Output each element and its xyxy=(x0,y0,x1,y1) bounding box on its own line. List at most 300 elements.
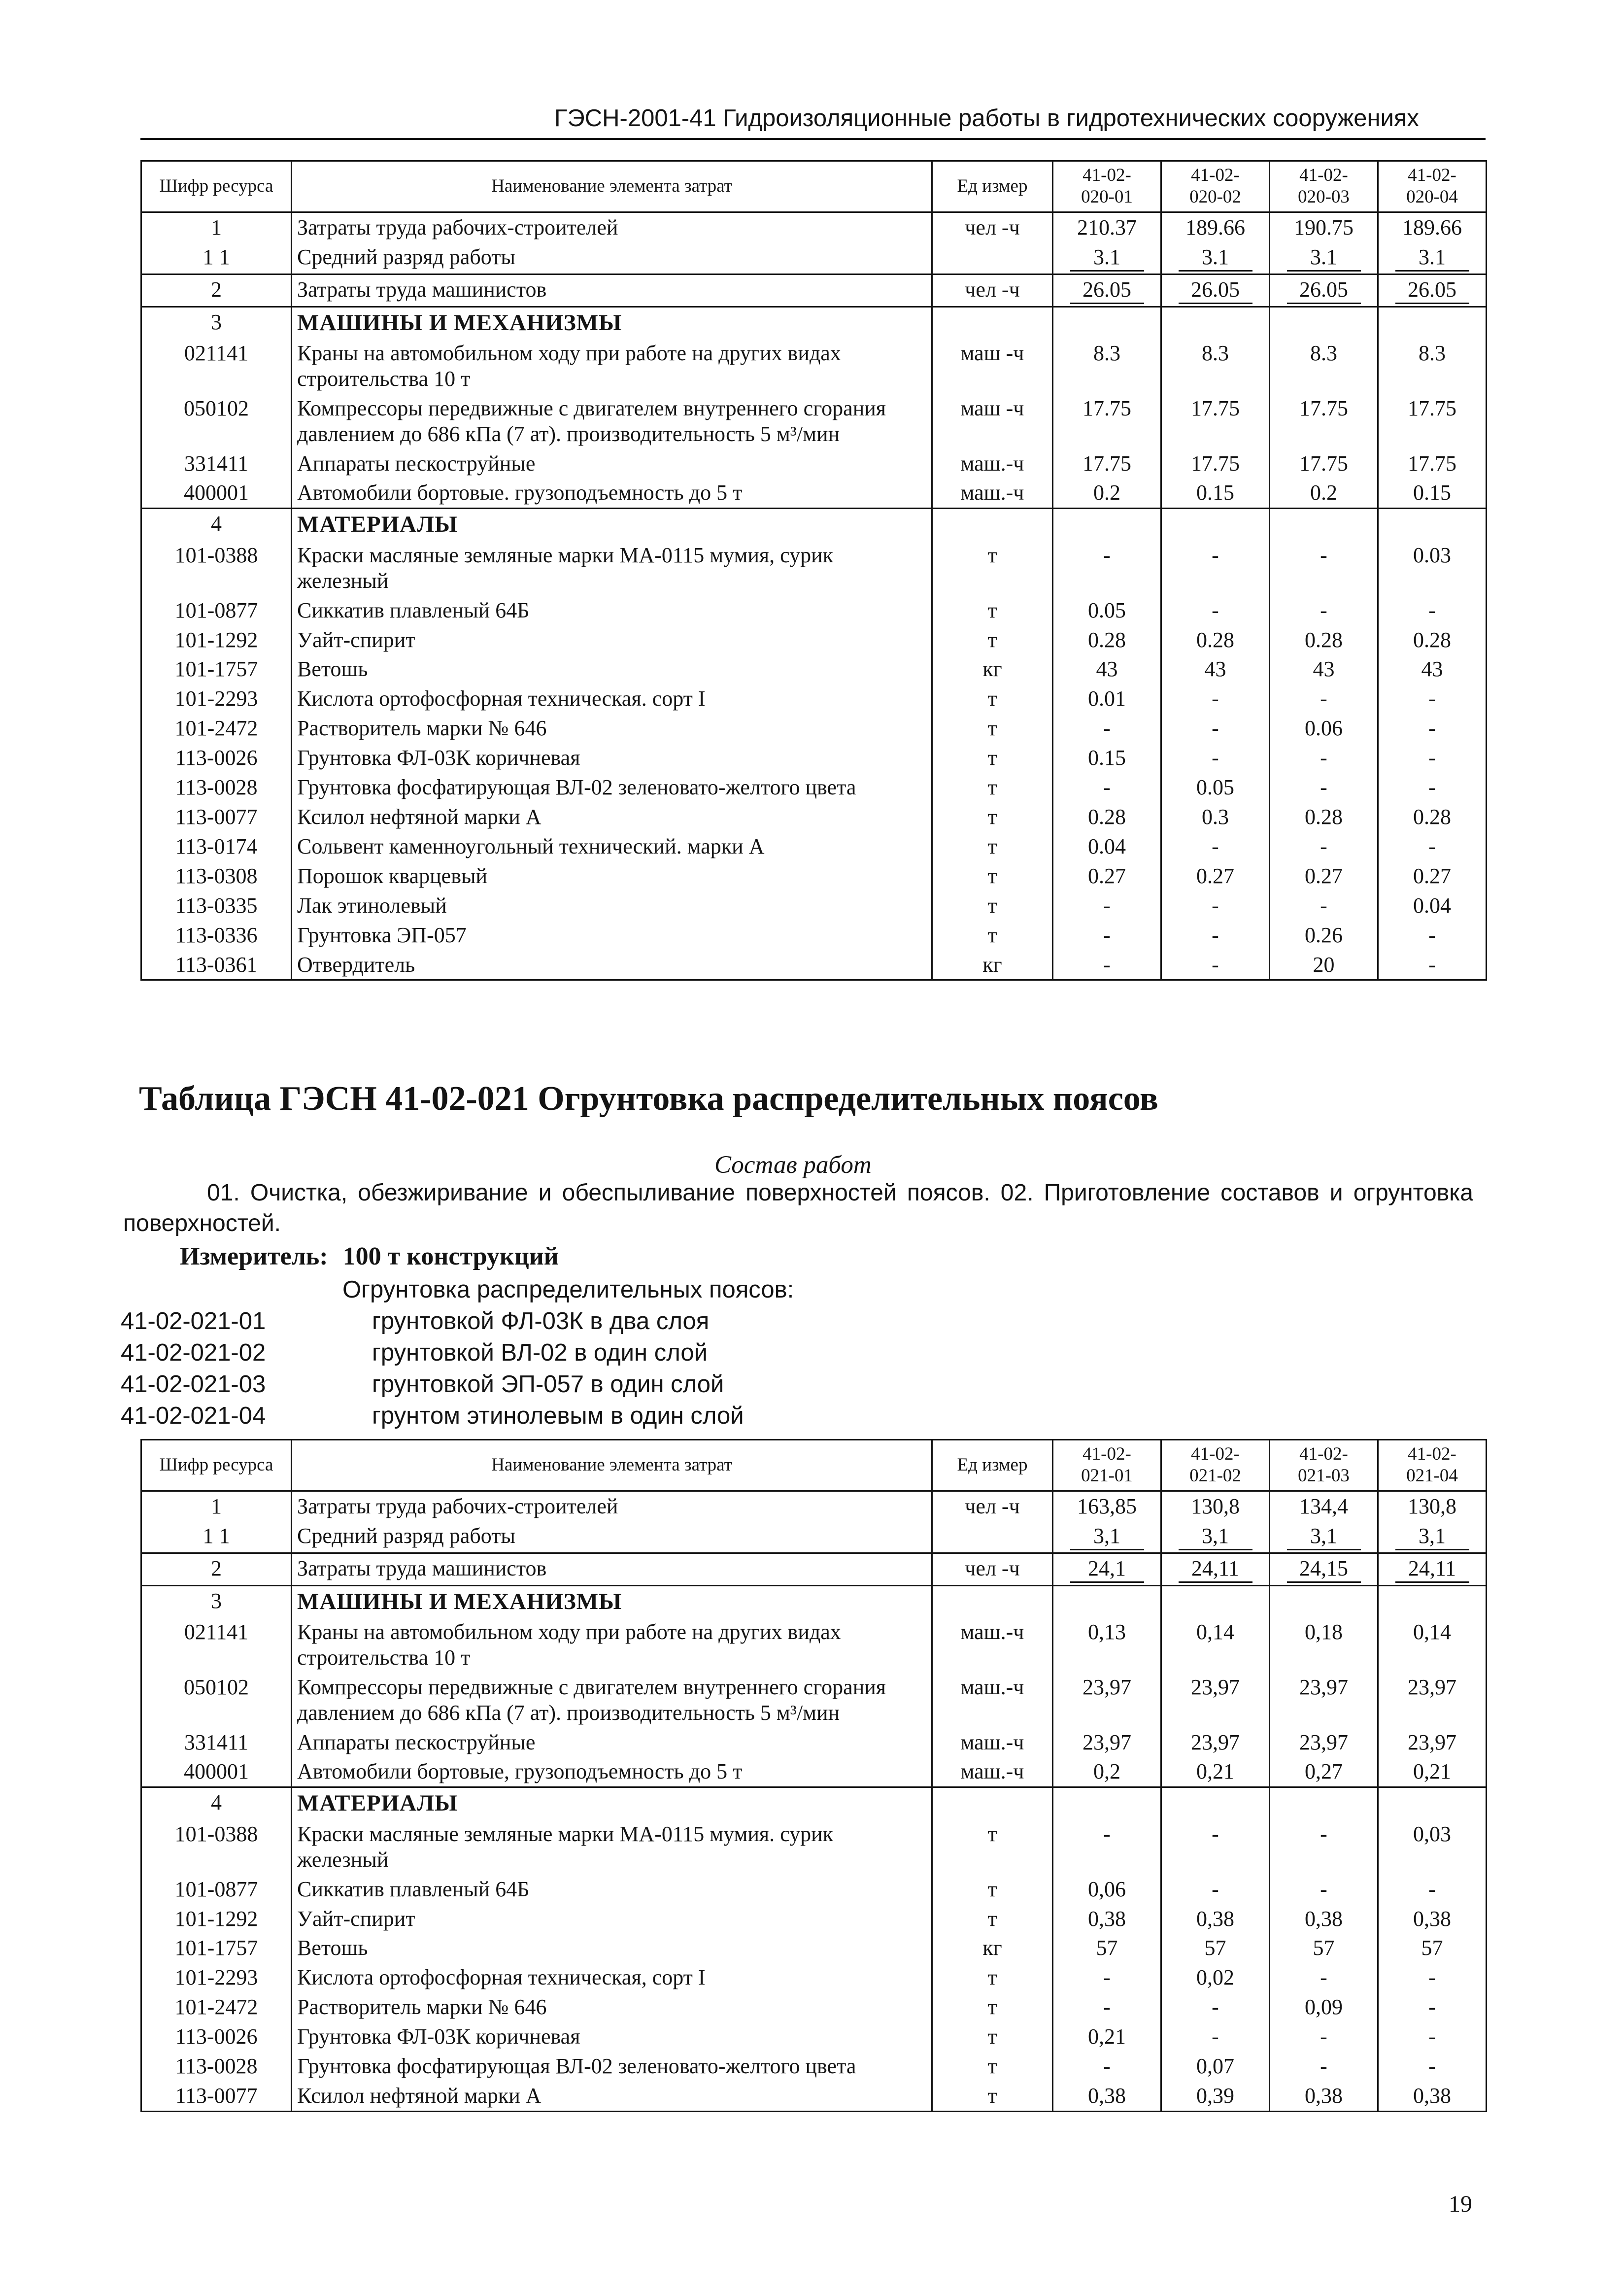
section-row xyxy=(141,509,1487,541)
value-cell xyxy=(1270,2022,1378,2052)
table-row xyxy=(141,1491,1487,1521)
value: - xyxy=(1212,686,1219,711)
resource-code: 113-0026 xyxy=(141,743,292,773)
value: 3,1 xyxy=(1287,1523,1361,1550)
value-cell xyxy=(1053,1521,1161,1553)
value-cell xyxy=(1270,1585,1378,1617)
value: 0.15 xyxy=(1088,746,1126,770)
resource-code: 101-0877 xyxy=(141,596,292,625)
variant-code: 41-02-021-04 xyxy=(121,1403,266,1429)
value-cell xyxy=(1378,274,1487,307)
value-cell xyxy=(1378,921,1487,950)
resource-unit: чел -ч xyxy=(932,212,1053,242)
value: 43 xyxy=(1421,657,1443,682)
value-cell xyxy=(1378,1728,1487,1757)
value-cell xyxy=(1161,541,1270,596)
value: - xyxy=(1103,923,1111,947)
value: - xyxy=(1103,1965,1111,1990)
resource-name: Лак этинолевый xyxy=(297,893,447,918)
value: 8.3 xyxy=(1093,341,1120,365)
value: 26.05 xyxy=(1179,277,1252,304)
value-cell xyxy=(1270,339,1378,394)
value: - xyxy=(1103,543,1111,567)
value: 0.15 xyxy=(1413,480,1451,505)
value-cell xyxy=(1161,1933,1270,1963)
value: - xyxy=(1320,1965,1327,1990)
header-col-4: 41-02- 021-04 xyxy=(1378,1440,1487,1491)
value: 0.15 xyxy=(1196,480,1234,505)
header-col-1: 41-02- 020-01 xyxy=(1053,161,1161,212)
page-number: 19 xyxy=(1449,2191,1472,2217)
header-unit: Ед измер xyxy=(932,1440,1053,1491)
value: - xyxy=(1103,775,1111,800)
table-row xyxy=(141,1757,1487,1787)
resource-unit: маш.-ч xyxy=(932,1617,1053,1673)
value-cell xyxy=(1270,541,1378,596)
value: 0,38 xyxy=(1413,2084,1451,2108)
value-cell xyxy=(1161,2022,1270,2052)
resource-unit xyxy=(932,1585,1053,1617)
value-cell xyxy=(1378,1585,1487,1617)
table-row xyxy=(141,1992,1487,2022)
resource-code: 050102 xyxy=(141,394,292,449)
value-cell xyxy=(1053,1491,1161,1521)
value-cell xyxy=(1378,1617,1487,1673)
table-row xyxy=(141,625,1487,655)
resource-code: 1 xyxy=(141,212,292,242)
value: - xyxy=(1212,2024,1219,2049)
value-cell xyxy=(1053,1933,1161,1963)
resource-name: Грунтовка ФЛ-03К коричневая xyxy=(297,746,580,770)
resource-unit: т xyxy=(932,625,1053,655)
value: - xyxy=(1212,893,1219,918)
resource-name: Кислота ортофосфорная техническая, сорт I xyxy=(297,1965,706,1990)
value: 210.37 xyxy=(1077,215,1137,240)
variant-item xyxy=(121,1305,794,1337)
value: 0.04 xyxy=(1413,893,1451,918)
value-cell xyxy=(1378,2081,1487,2111)
resource-unit: т xyxy=(932,891,1053,921)
value: 24,11 xyxy=(1179,1556,1252,1583)
value-cell xyxy=(1161,950,1270,980)
value: - xyxy=(1212,952,1219,977)
resource-code: 3 xyxy=(141,307,292,339)
resource-unit xyxy=(932,1521,1053,1553)
value: 24,15 xyxy=(1287,1556,1361,1583)
table-row xyxy=(141,1617,1487,1673)
value-cell xyxy=(1270,1875,1378,1904)
value: 0.01 xyxy=(1088,686,1126,711)
value: - xyxy=(1320,543,1327,567)
resource-table-41-02-021 xyxy=(140,1439,1487,2112)
header-col-2: 41-02- 021-02 xyxy=(1161,1440,1270,1491)
value-cell xyxy=(1378,654,1487,684)
resource-code: 113-0028 xyxy=(141,773,292,802)
value: 3,1 xyxy=(1395,1523,1469,1550)
resource-unit: чел -ч xyxy=(932,1491,1053,1521)
value-cell xyxy=(1270,714,1378,743)
value-cell xyxy=(1053,242,1161,274)
table-row xyxy=(141,743,1487,773)
value-cell xyxy=(1270,274,1378,307)
value-cell xyxy=(1270,1728,1378,1757)
value: - xyxy=(1320,893,1327,918)
header-rule xyxy=(140,138,1486,140)
value-cell xyxy=(1270,1819,1378,1875)
resource-unit: т xyxy=(932,832,1053,861)
value: 0,38 xyxy=(1305,2084,1343,2108)
value: 3.1 xyxy=(1287,244,1361,272)
variants-intro: Огрунтовка распределительных поясов: xyxy=(342,1276,794,1303)
value-cell xyxy=(1161,684,1270,714)
value-cell xyxy=(1378,1673,1487,1728)
value: - xyxy=(1103,1995,1111,2019)
value-cell xyxy=(1053,743,1161,773)
value: 189.66 xyxy=(1185,215,1245,240)
value-cell xyxy=(1053,1757,1161,1787)
value: 163,85 xyxy=(1077,1494,1137,1518)
resource-code: 101-1757 xyxy=(141,654,292,684)
resource-code: 113-0077 xyxy=(141,2081,292,2111)
value-cell xyxy=(1161,654,1270,684)
value: 0.06 xyxy=(1305,716,1343,741)
value-cell xyxy=(1378,1819,1487,1875)
value-cell xyxy=(1053,684,1161,714)
resource-unit: т xyxy=(932,714,1053,743)
value: - xyxy=(1212,746,1219,770)
value: 0.28 xyxy=(1088,805,1126,829)
resource-name: Краски масляные земляные марки МА-0115 мумия. сурик железный xyxy=(297,1821,834,1872)
value-cell xyxy=(1378,802,1487,832)
value-cell xyxy=(1378,2022,1487,2052)
value: 190.75 xyxy=(1294,215,1353,240)
value: - xyxy=(1320,2054,1327,2079)
value: 189.66 xyxy=(1402,215,1462,240)
value: - xyxy=(1212,1821,1219,1846)
table-row xyxy=(141,714,1487,743)
value-cell xyxy=(1161,1673,1270,1728)
resource-unit: т xyxy=(932,2081,1053,2111)
value: - xyxy=(1212,1995,1219,2019)
resource-code: 1 1 xyxy=(141,242,292,274)
resource-name: Уайт-спирит xyxy=(297,1906,415,1931)
table-row xyxy=(141,1933,1487,1963)
value-cell xyxy=(1053,394,1161,449)
resource-unit xyxy=(932,1787,1053,1819)
resource-name: Краны на автомобильном ходу при работе на других видах строительства 10 т xyxy=(297,1619,841,1670)
resource-unit: т xyxy=(932,541,1053,596)
resource-unit: т xyxy=(932,1904,1053,1934)
resource-name: Сиккатив плавленый 64Б xyxy=(297,598,530,622)
value-cell xyxy=(1161,1819,1270,1875)
value: - xyxy=(1103,952,1111,977)
resource-unit: маш.-ч xyxy=(932,1728,1053,1757)
value-cell xyxy=(1378,1521,1487,1553)
variant-text: грунтовкой ФЛ-03К в два слоя xyxy=(372,1308,710,1335)
table-title: Таблица ГЭСН 41-02-021 Огрунтовка распределительных поясов xyxy=(139,1080,1158,1118)
table-row xyxy=(141,2081,1487,2111)
value: - xyxy=(1320,2024,1327,2049)
resource-unit: маш.-ч xyxy=(932,1673,1053,1728)
resource-unit xyxy=(932,509,1053,541)
resource-code: 113-0335 xyxy=(141,891,292,921)
value-cell xyxy=(1378,891,1487,921)
resource-code: 4 xyxy=(141,509,292,541)
value-cell xyxy=(1161,832,1270,861)
value: 17.75 xyxy=(1299,451,1348,476)
resource-name: Кислота ортофосфорная техническая. сорт I xyxy=(297,686,706,711)
table-row xyxy=(141,891,1487,921)
value-cell xyxy=(1270,891,1378,921)
value-cell xyxy=(1270,2081,1378,2111)
value: 0,38 xyxy=(1196,1906,1234,1931)
value-cell xyxy=(1053,2052,1161,2081)
value-cell xyxy=(1270,1787,1378,1819)
value: - xyxy=(1428,1877,1436,1901)
value: 130,8 xyxy=(1408,1494,1456,1518)
value: 3,1 xyxy=(1070,1523,1144,1550)
value: 0,27 xyxy=(1305,1759,1343,1784)
value-cell xyxy=(1053,861,1161,891)
value-cell xyxy=(1053,891,1161,921)
value: 0,2 xyxy=(1093,1759,1120,1784)
table-row xyxy=(141,1553,1487,1585)
resource-unit: кг xyxy=(932,654,1053,684)
variant-code: 41-02-021-03 xyxy=(121,1371,266,1398)
resource-code: 021141 xyxy=(141,1617,292,1673)
work-composition-text: 01. Очистка, обезжиривание и обеспыливание поверхностей поясов. 02. Приготовление составов и огрунтовка поверхностей. xyxy=(123,1180,1473,1236)
table-row xyxy=(141,654,1487,684)
resource-code: 331411 xyxy=(141,1728,292,1757)
value-cell xyxy=(1378,950,1487,980)
value-cell xyxy=(1161,861,1270,891)
table-row xyxy=(141,773,1487,802)
resource-code: 101-1292 xyxy=(141,1904,292,1934)
resource-name: Затраты труда машинистов xyxy=(297,1556,547,1580)
resource-code: 101-2293 xyxy=(141,1963,292,1992)
value-cell xyxy=(1378,743,1487,773)
value: - xyxy=(1212,543,1219,567)
resource-name: Порошок кварцевый xyxy=(297,863,488,888)
value-cell xyxy=(1161,773,1270,802)
table-row xyxy=(141,1875,1487,1904)
value: - xyxy=(1320,1821,1327,1846)
table-row xyxy=(141,1904,1487,1934)
value-cell xyxy=(1053,1673,1161,1728)
resource-code: 400001 xyxy=(141,1757,292,1787)
value-cell xyxy=(1378,1757,1487,1787)
value-cell xyxy=(1378,242,1487,274)
resource-name: Ксилол нефтяной марки А xyxy=(297,2084,541,2108)
table-row xyxy=(141,802,1487,832)
resource-code: 113-0077 xyxy=(141,802,292,832)
section-title: МАТЕРИАЛЫ xyxy=(297,1790,458,1816)
resource-code: 101-2472 xyxy=(141,1992,292,2022)
table-row xyxy=(141,921,1487,950)
resource-unit: маш.-ч xyxy=(932,1757,1053,1787)
value: 8.3 xyxy=(1310,341,1337,365)
value-cell xyxy=(1378,773,1487,802)
value: 17.75 xyxy=(1083,396,1131,420)
value-cell xyxy=(1378,832,1487,861)
value: 24,11 xyxy=(1395,1556,1469,1583)
resource-name: Краны на автомобильном ходу при работе на других видах строительства 10 т xyxy=(297,341,841,391)
resource-unit: т xyxy=(932,2022,1053,2052)
resource-code: 101-0388 xyxy=(141,1819,292,1875)
value: - xyxy=(1103,1821,1111,1846)
value-cell xyxy=(1053,596,1161,625)
value: 0,14 xyxy=(1413,1619,1451,1644)
resource-name: Уайт-спирит xyxy=(297,627,415,652)
value-cell xyxy=(1161,509,1270,541)
table-row xyxy=(141,1728,1487,1757)
value: 0.28 xyxy=(1305,627,1343,652)
resource-name: Компрессоры передвижные с двигателем внутреннего сгорания давлением до 686 кПа (7 ат). производительность 5 м³/мин xyxy=(297,1675,886,1725)
variant-code: 41-02-021-01 xyxy=(121,1308,266,1335)
value-cell xyxy=(1161,212,1270,242)
value: 23,97 xyxy=(1191,1675,1240,1699)
resource-name: Автомобили бортовые, грузоподъемность до 5 т xyxy=(297,1759,743,1784)
table-row xyxy=(141,242,1487,274)
value-cell xyxy=(1270,1757,1378,1787)
resource-unit: чел -ч xyxy=(932,274,1053,307)
resource-unit: маш -ч xyxy=(932,339,1053,394)
header-col-4: 41-02- 020-04 xyxy=(1378,161,1487,212)
value-cell xyxy=(1161,1787,1270,1819)
value: 0.28 xyxy=(1088,627,1126,652)
value: - xyxy=(1212,1877,1219,1901)
resource-unit: т xyxy=(932,773,1053,802)
value: - xyxy=(1320,1877,1327,1901)
value: 0,09 xyxy=(1305,1995,1343,2019)
value-cell xyxy=(1270,684,1378,714)
value-cell xyxy=(1378,449,1487,479)
resource-name: Грунтовка фосфатирующая ВЛ-02 зеленовато-желтого цвета xyxy=(297,775,856,800)
variant-code: 41-02-021-02 xyxy=(121,1339,266,1366)
value-cell xyxy=(1378,1875,1487,1904)
value-cell xyxy=(1270,654,1378,684)
value: - xyxy=(1428,952,1436,977)
value-cell xyxy=(1270,478,1378,508)
value: - xyxy=(1103,2054,1111,2079)
value-cell xyxy=(1378,596,1487,625)
value-cell xyxy=(1270,1673,1378,1728)
value-cell xyxy=(1270,1963,1378,1992)
meter-value: 100 т конструкций xyxy=(342,1242,559,1270)
value: 130,8 xyxy=(1191,1494,1240,1518)
value: 0.2 xyxy=(1310,480,1337,505)
value: 23,97 xyxy=(1299,1730,1348,1754)
table-row xyxy=(141,449,1487,479)
resource-unit: кг xyxy=(932,950,1053,980)
resource-code: 4 xyxy=(141,1787,292,1819)
value-cell xyxy=(1161,891,1270,921)
value: - xyxy=(1103,893,1111,918)
value-cell xyxy=(1270,2052,1378,2081)
value: 24,1 xyxy=(1070,1556,1144,1583)
value: 0,18 xyxy=(1305,1619,1343,1644)
header-code: Шифр ресурса xyxy=(141,1440,292,1491)
value: 8.3 xyxy=(1419,341,1446,365)
value-cell xyxy=(1270,1553,1378,1585)
value: 23,97 xyxy=(1083,1730,1131,1754)
value-cell xyxy=(1053,2081,1161,2111)
value-cell xyxy=(1378,541,1487,596)
resource-name: Затраты труда рабочих-строителей xyxy=(297,215,618,240)
resource-code: 113-0028 xyxy=(141,2052,292,2081)
value: 0,13 xyxy=(1088,1619,1126,1644)
resource-name: Ветошь xyxy=(297,657,368,682)
value: 0,14 xyxy=(1196,1619,1234,1644)
value: - xyxy=(1428,716,1436,741)
value-cell xyxy=(1161,1992,1270,2022)
table1-body xyxy=(141,212,1487,980)
value: 23,97 xyxy=(1191,1730,1240,1754)
value-cell xyxy=(1378,1787,1487,1819)
value: 23,97 xyxy=(1083,1675,1131,1699)
value-cell xyxy=(1378,212,1487,242)
value-cell xyxy=(1161,2052,1270,2081)
value-cell xyxy=(1378,625,1487,655)
resource-unit: т xyxy=(932,802,1053,832)
value-cell xyxy=(1378,1933,1487,1963)
value-cell xyxy=(1053,1904,1161,1934)
resource-code: 101-0388 xyxy=(141,541,292,596)
resource-name: Сольвент каменноугольный технический. марки А xyxy=(297,834,765,858)
value-cell xyxy=(1053,714,1161,743)
value: 0.03 xyxy=(1413,543,1451,567)
resource-unit: т xyxy=(932,1819,1053,1875)
resource-code: 113-0026 xyxy=(141,2022,292,2052)
value-cell xyxy=(1053,654,1161,684)
resource-code: 101-1757 xyxy=(141,1933,292,1963)
value: 0.2 xyxy=(1093,480,1120,505)
value-cell xyxy=(1378,1491,1487,1521)
resource-code: 101-1292 xyxy=(141,625,292,655)
value-cell xyxy=(1053,950,1161,980)
value-cell xyxy=(1053,274,1161,307)
resource-unit: т xyxy=(932,1992,1053,2022)
resource-name: Затраты труда рабочих-строителей xyxy=(297,1494,618,1518)
value-cell xyxy=(1270,743,1378,773)
header-col-3: 41-02- 021-03 xyxy=(1270,1440,1378,1491)
value-cell xyxy=(1270,1933,1378,1963)
resource-name: Ксилол нефтяной марки А xyxy=(297,805,541,829)
value: - xyxy=(1428,746,1436,770)
header-name: Наименование элемента затрат xyxy=(292,161,932,212)
value: 0.27 xyxy=(1305,863,1343,888)
value-cell xyxy=(1161,1963,1270,1992)
resource-name: Затраты труда машинистов xyxy=(297,277,547,302)
table-row xyxy=(141,274,1487,307)
value-cell xyxy=(1053,625,1161,655)
value-cell xyxy=(1270,1491,1378,1521)
value-cell xyxy=(1161,1491,1270,1521)
value-cell xyxy=(1161,339,1270,394)
variant-item xyxy=(121,1369,794,1400)
value: 26.05 xyxy=(1395,277,1469,304)
resource-code: 101-0877 xyxy=(141,1875,292,1904)
section-row xyxy=(141,307,1487,339)
value: - xyxy=(1428,686,1436,711)
value: 0,21 xyxy=(1196,1759,1234,1784)
value-cell xyxy=(1161,921,1270,950)
value-cell xyxy=(1378,339,1487,394)
value-cell xyxy=(1053,832,1161,861)
value: 0,38 xyxy=(1088,1906,1126,1931)
value: 3.1 xyxy=(1070,244,1144,272)
value: 0.28 xyxy=(1413,805,1451,829)
